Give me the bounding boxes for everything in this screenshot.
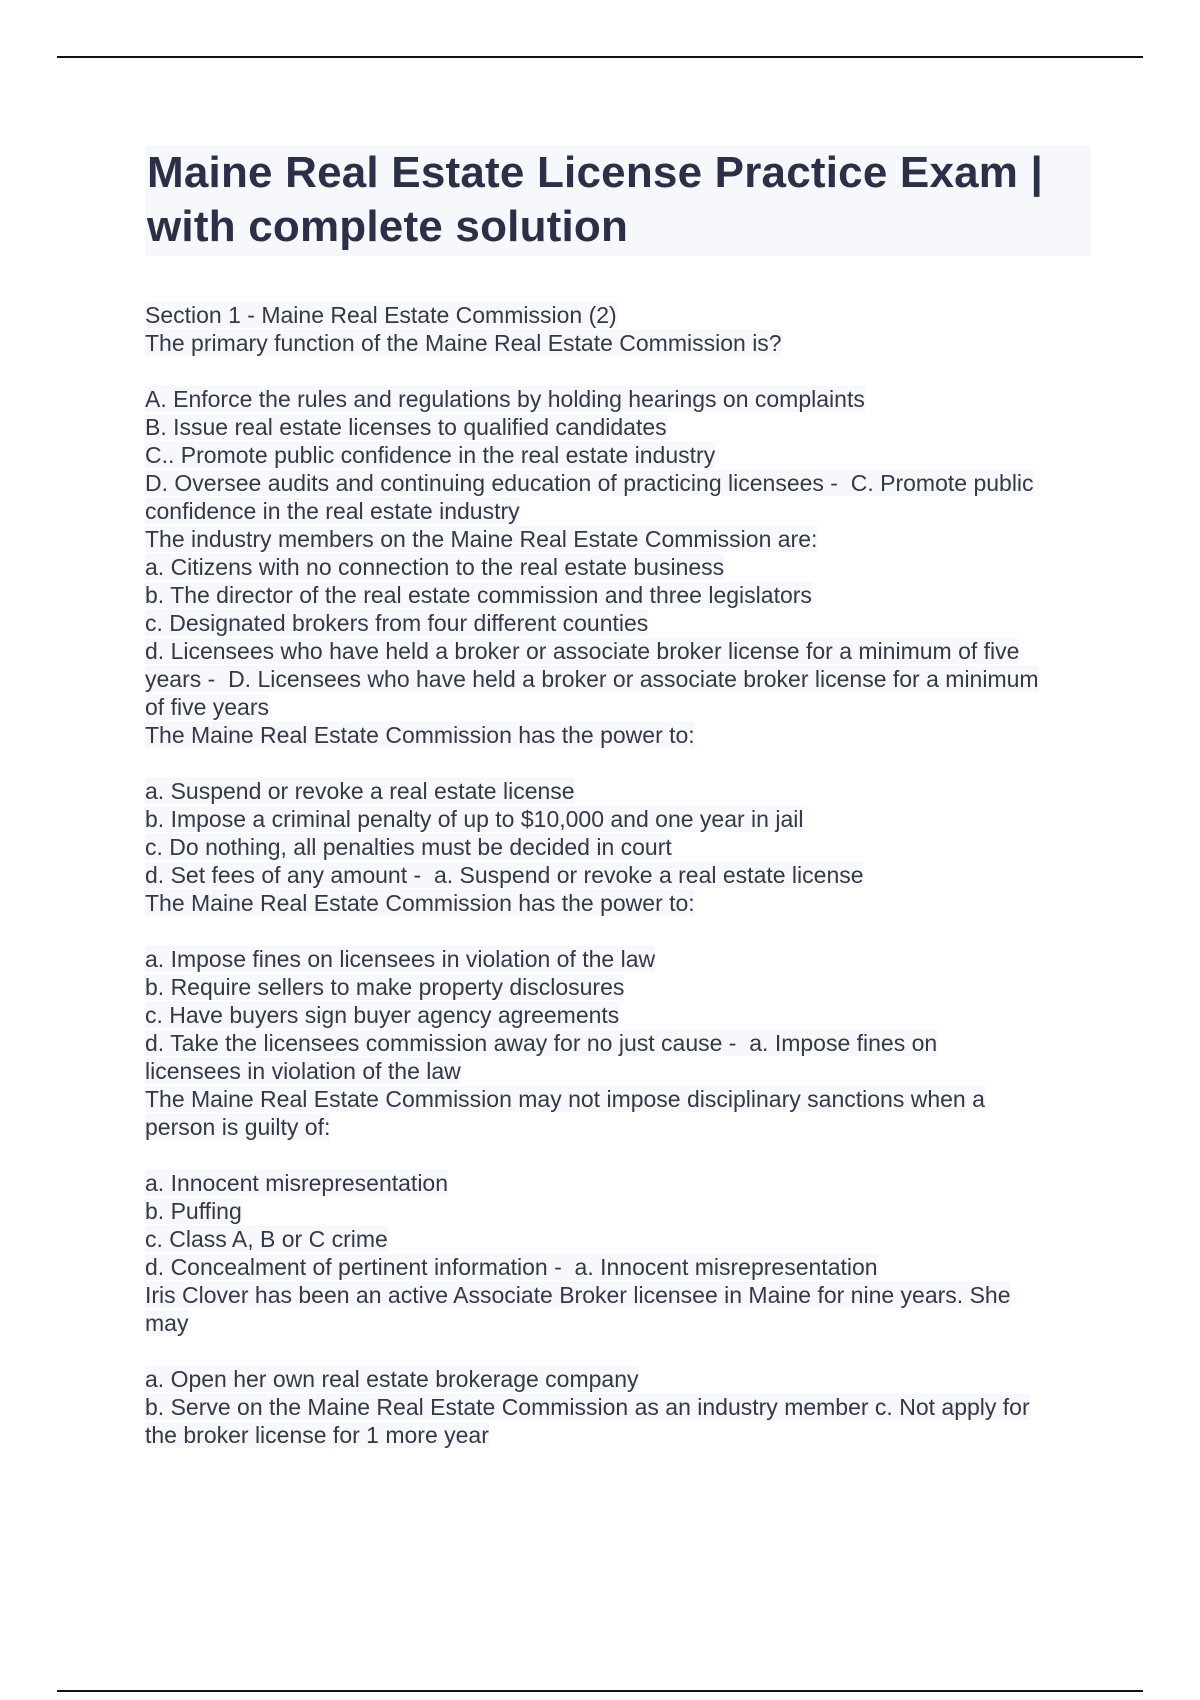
text-line-content: Section 1 - Maine Real Estate Commission (2) bbox=[145, 302, 617, 328]
text-line-content: Iris Clover has been an active Associate Broker licensee in Maine for nine years. She bbox=[145, 1282, 1011, 1308]
text-line-content: a. Suspend or revoke a real estate license bbox=[145, 778, 575, 804]
text-line bbox=[145, 525, 1091, 553]
text-line bbox=[145, 889, 1091, 917]
text-line bbox=[145, 1393, 1091, 1421]
text-line-content: a. Open her own real estate brokerage company bbox=[145, 1366, 639, 1392]
document-body bbox=[145, 301, 1091, 1449]
text-line bbox=[145, 1365, 1091, 1393]
text-line bbox=[145, 1113, 1091, 1141]
text-line-content: b. Require sellers to make property disclosures bbox=[145, 974, 625, 1000]
page-bottom-rule bbox=[57, 1690, 1143, 1692]
text-line-content: d. Concealment of pertinent information - a. Innocent misrepresentation bbox=[145, 1254, 878, 1280]
text-line bbox=[145, 441, 1091, 469]
text-line-content: c. Designated brokers from four different counties bbox=[145, 610, 649, 636]
text-line-content: The Maine Real Estate Commission has the power to: bbox=[145, 722, 695, 748]
text-line-content: d. Set fees of any amount - a. Suspend or revoke a real estate license bbox=[145, 862, 864, 888]
text-line bbox=[145, 1253, 1091, 1281]
text-line-content: C.. Promote public confidence in the real estate industry bbox=[145, 442, 716, 468]
text-line-content: c. Class A, B or C crime bbox=[145, 1226, 388, 1252]
text-line-content: a. Citizens with no connection to the real estate business bbox=[145, 554, 725, 580]
text-line bbox=[145, 609, 1091, 637]
text-line bbox=[145, 1029, 1091, 1057]
text-line bbox=[145, 301, 1091, 329]
text-line bbox=[145, 1421, 1091, 1449]
text-line-content: d. Licensees who have held a broker or associate broker license for a minimum of five bbox=[145, 638, 1020, 664]
title-block bbox=[145, 146, 1091, 256]
text-line bbox=[145, 1309, 1091, 1337]
text-line bbox=[145, 945, 1091, 973]
text-line bbox=[145, 1169, 1091, 1197]
text-line bbox=[145, 1001, 1091, 1029]
page-top-rule bbox=[57, 56, 1143, 58]
text-line bbox=[145, 721, 1091, 749]
text-line bbox=[145, 1057, 1091, 1085]
text-line bbox=[145, 1197, 1091, 1225]
text-line bbox=[145, 553, 1091, 581]
text-line-content: The industry members on the Maine Real Estate Commission are: bbox=[145, 526, 818, 552]
text-line bbox=[145, 385, 1091, 413]
text-line bbox=[145, 497, 1091, 525]
blank-line bbox=[145, 357, 1091, 385]
text-line-content: a. Impose fines on licensees in violation of the law bbox=[145, 946, 656, 972]
text-line-content: c. Do nothing, all penalties must be decided in court bbox=[145, 834, 672, 860]
blank-line bbox=[145, 749, 1091, 777]
text-line bbox=[145, 413, 1091, 441]
text-line-content: c. Have buyers sign buyer agency agreements bbox=[145, 1002, 620, 1028]
text-line bbox=[145, 973, 1091, 1001]
text-line bbox=[145, 329, 1091, 357]
text-line-content: b. Puffing bbox=[145, 1198, 242, 1224]
document-title: Maine Real Estate License Practice Exam | with complete solution bbox=[147, 148, 1044, 251]
text-line-content: may bbox=[145, 1310, 189, 1336]
text-line-content: The Maine Real Estate Commission may not impose disciplinary sanctions when a bbox=[145, 1086, 985, 1112]
text-line bbox=[145, 777, 1091, 805]
blank-line bbox=[145, 917, 1091, 945]
text-line-content: the broker license for 1 more year bbox=[145, 1422, 489, 1448]
blank-line bbox=[145, 1337, 1091, 1365]
text-line bbox=[145, 665, 1091, 693]
text-line bbox=[145, 1225, 1091, 1253]
text-line-content: A. Enforce the rules and regulations by holding hearings on complaints bbox=[145, 386, 865, 412]
text-line bbox=[145, 469, 1091, 497]
text-line bbox=[145, 1085, 1091, 1113]
text-line-content: a. Innocent misrepresentation bbox=[145, 1170, 449, 1196]
text-line bbox=[145, 581, 1091, 609]
text-line bbox=[145, 637, 1091, 665]
text-line bbox=[145, 693, 1091, 721]
text-line bbox=[145, 1281, 1091, 1309]
text-line bbox=[145, 805, 1091, 833]
text-line-content: b. Impose a criminal penalty of up to $10,000 and one year in jail bbox=[145, 806, 804, 832]
text-line-content: The primary function of the Maine Real Estate Commission is? bbox=[145, 330, 782, 356]
text-line-content: person is guilty of: bbox=[145, 1114, 331, 1140]
text-line bbox=[145, 861, 1091, 889]
text-line-content: confidence in the real estate industry bbox=[145, 498, 520, 524]
text-line-content: of five years bbox=[145, 694, 269, 720]
text-line bbox=[145, 833, 1091, 861]
text-line-content: licensees in violation of the law bbox=[145, 1058, 461, 1084]
text-line-content: d. Take the licensees commission away for no just cause - a. Impose fines on bbox=[145, 1030, 938, 1056]
text-line-content: years - D. Licensees who have held a broker or associate broker license for a minimum bbox=[145, 666, 1039, 692]
text-line-content: D. Oversee audits and continuing education of practicing licensees - C. Promote public bbox=[145, 470, 1034, 496]
text-line-content: b. Serve on the Maine Real Estate Commission as an industry member c. Not apply for bbox=[145, 1394, 1030, 1420]
blank-line bbox=[145, 1141, 1091, 1169]
text-line-content: B. Issue real estate licenses to qualified candidates bbox=[145, 414, 667, 440]
text-line-content: The Maine Real Estate Commission has the power to: bbox=[145, 890, 695, 916]
text-line-content: b. The director of the real estate commission and three legislators bbox=[145, 582, 812, 608]
